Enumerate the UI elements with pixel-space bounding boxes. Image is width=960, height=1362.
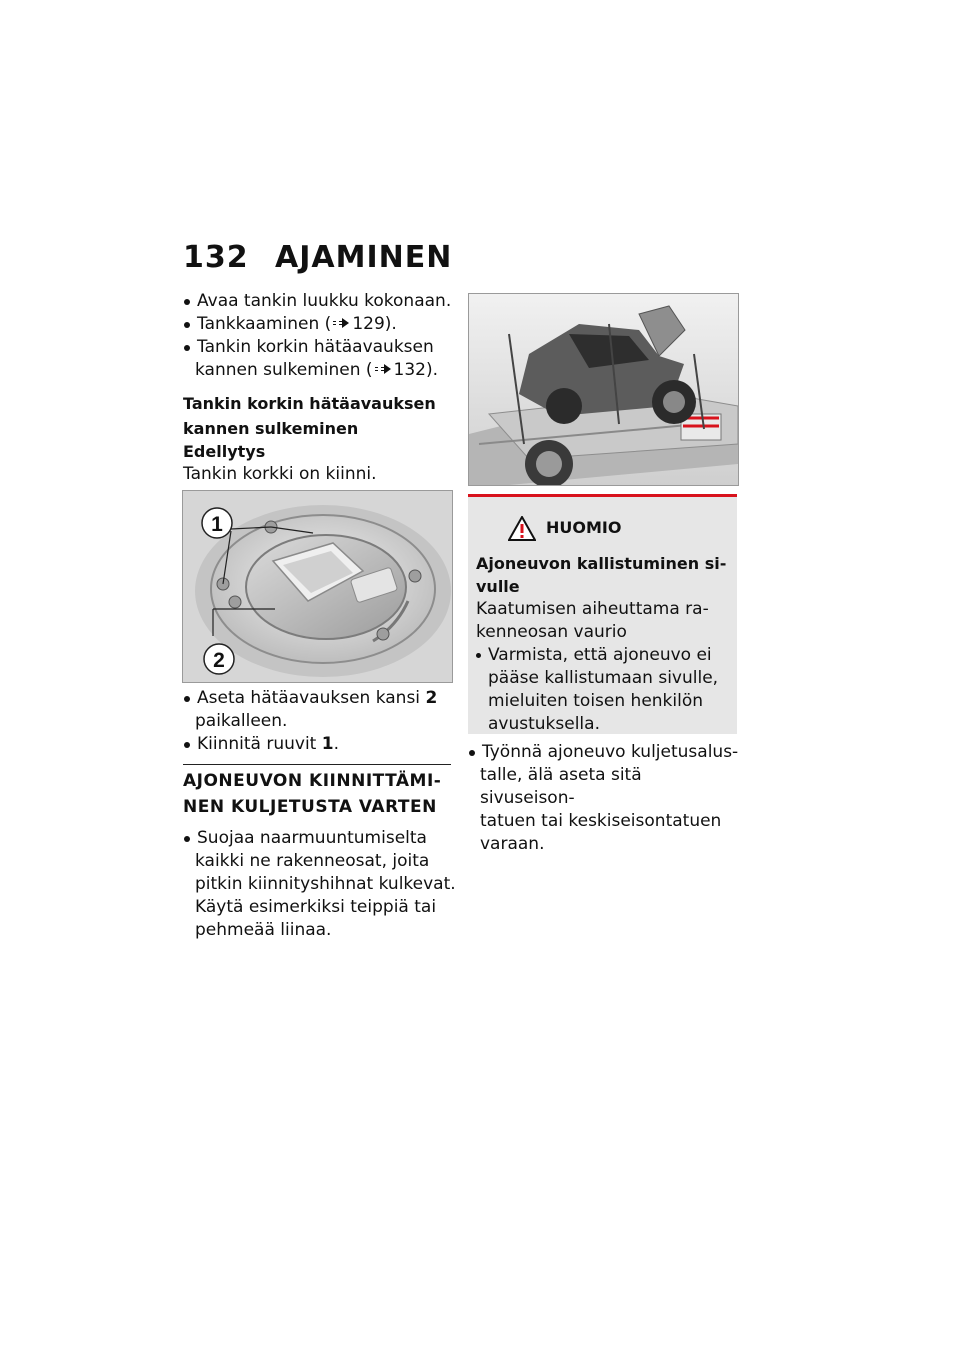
scooter-trailer-illustration: [469, 294, 738, 485]
callout-2-label: 2: [213, 649, 225, 672]
list-item-continuation: Käytä esimerkiksi teippiä tai: [195, 897, 437, 917]
list-item: Avaa tankin luukku kokonaan.: [183, 290, 453, 313]
list-item: Suojaa naarmuuntumiselta: [183, 827, 458, 850]
list-item-continuation: talle, älä aseta sitä sivuseison-: [480, 765, 642, 808]
page-header: [183, 240, 452, 275]
warning-triangle-icon: [508, 516, 536, 541]
page-ref-link[interactable]: 129).: [352, 314, 397, 334]
scooter-trailer-figure: [468, 293, 739, 486]
list-item-continuation: pitkin kiinnityshihnat kulkevat.: [195, 874, 456, 894]
list-item-continuation: kaikki ne rakenneosat, joita: [195, 851, 430, 871]
notice-heading: Ajoneuvon kallistuminen si-: [476, 554, 727, 573]
precondition-text: Tankin korkki on kiinni.: [183, 464, 377, 484]
notice-content: [476, 552, 736, 736]
section-heading: AJONEUVON KIINNITTÄMI-: [183, 771, 442, 791]
list-item: Kiinnitä ruuvit 1.: [183, 733, 453, 756]
subheading: Tankin korkin hätäavauksen: [183, 394, 436, 413]
callout-1-label: 1: [211, 513, 223, 536]
notice-accent-bar: [468, 494, 737, 497]
right-column-steps: [468, 741, 740, 856]
list-item-continuation: kannen sulkeminen ( 132).: [195, 360, 439, 380]
list-item-continuation: avustuksella.: [488, 714, 600, 734]
list-item-continuation: mieluiten toisen henkilön: [488, 691, 704, 711]
notice-text: kenneosan vaurio: [476, 622, 627, 642]
subheading: kannen sulkeminen: [183, 419, 359, 438]
list-item: Aseta hätäavauksen kansi 2: [183, 687, 453, 710]
notice-title: HUOMIO: [546, 518, 622, 537]
fuel-cap-figure: [182, 490, 453, 683]
list-item: Tankkaaminen ( 129).: [183, 313, 453, 336]
list-item-continuation: pääse kallistumaan sivulle,: [488, 668, 719, 688]
left-column-steps: [183, 687, 453, 756]
notice-text: Kaatumisen aiheuttama ra-: [476, 599, 709, 619]
left-column: [183, 290, 453, 486]
section-transport: [183, 770, 458, 942]
section-heading: NEN KULJETUSTA VARTEN: [183, 797, 437, 817]
fuel-cap-illustration: [183, 491, 452, 682]
notice-box: [468, 494, 737, 734]
list-item-continuation: pehmeää liinaa.: [195, 920, 332, 940]
notice-heading: vulle: [476, 577, 520, 596]
list-item: Varmista, että ajoneuvo ei: [476, 644, 736, 667]
chapter-title: AJAMINEN: [275, 240, 453, 275]
page-number: 132: [183, 240, 249, 275]
page-reference-arrow-icon: [375, 364, 391, 374]
page-ref-link[interactable]: 132).: [393, 360, 439, 380]
page-reference-arrow-icon: [333, 318, 349, 328]
list-item-continuation: varaan.: [480, 834, 545, 854]
precondition-label: Edellytys: [183, 442, 266, 461]
list-item-continuation: tatuen tai keskiseisontatuen: [480, 811, 722, 831]
list-item-continuation: paikalleen.: [195, 711, 288, 731]
list-item: Tankin korkin hätäavauksen: [183, 336, 453, 359]
section-divider: [183, 764, 451, 765]
list-item: Työnnä ajoneuvo kuljetusalus-: [468, 741, 740, 764]
